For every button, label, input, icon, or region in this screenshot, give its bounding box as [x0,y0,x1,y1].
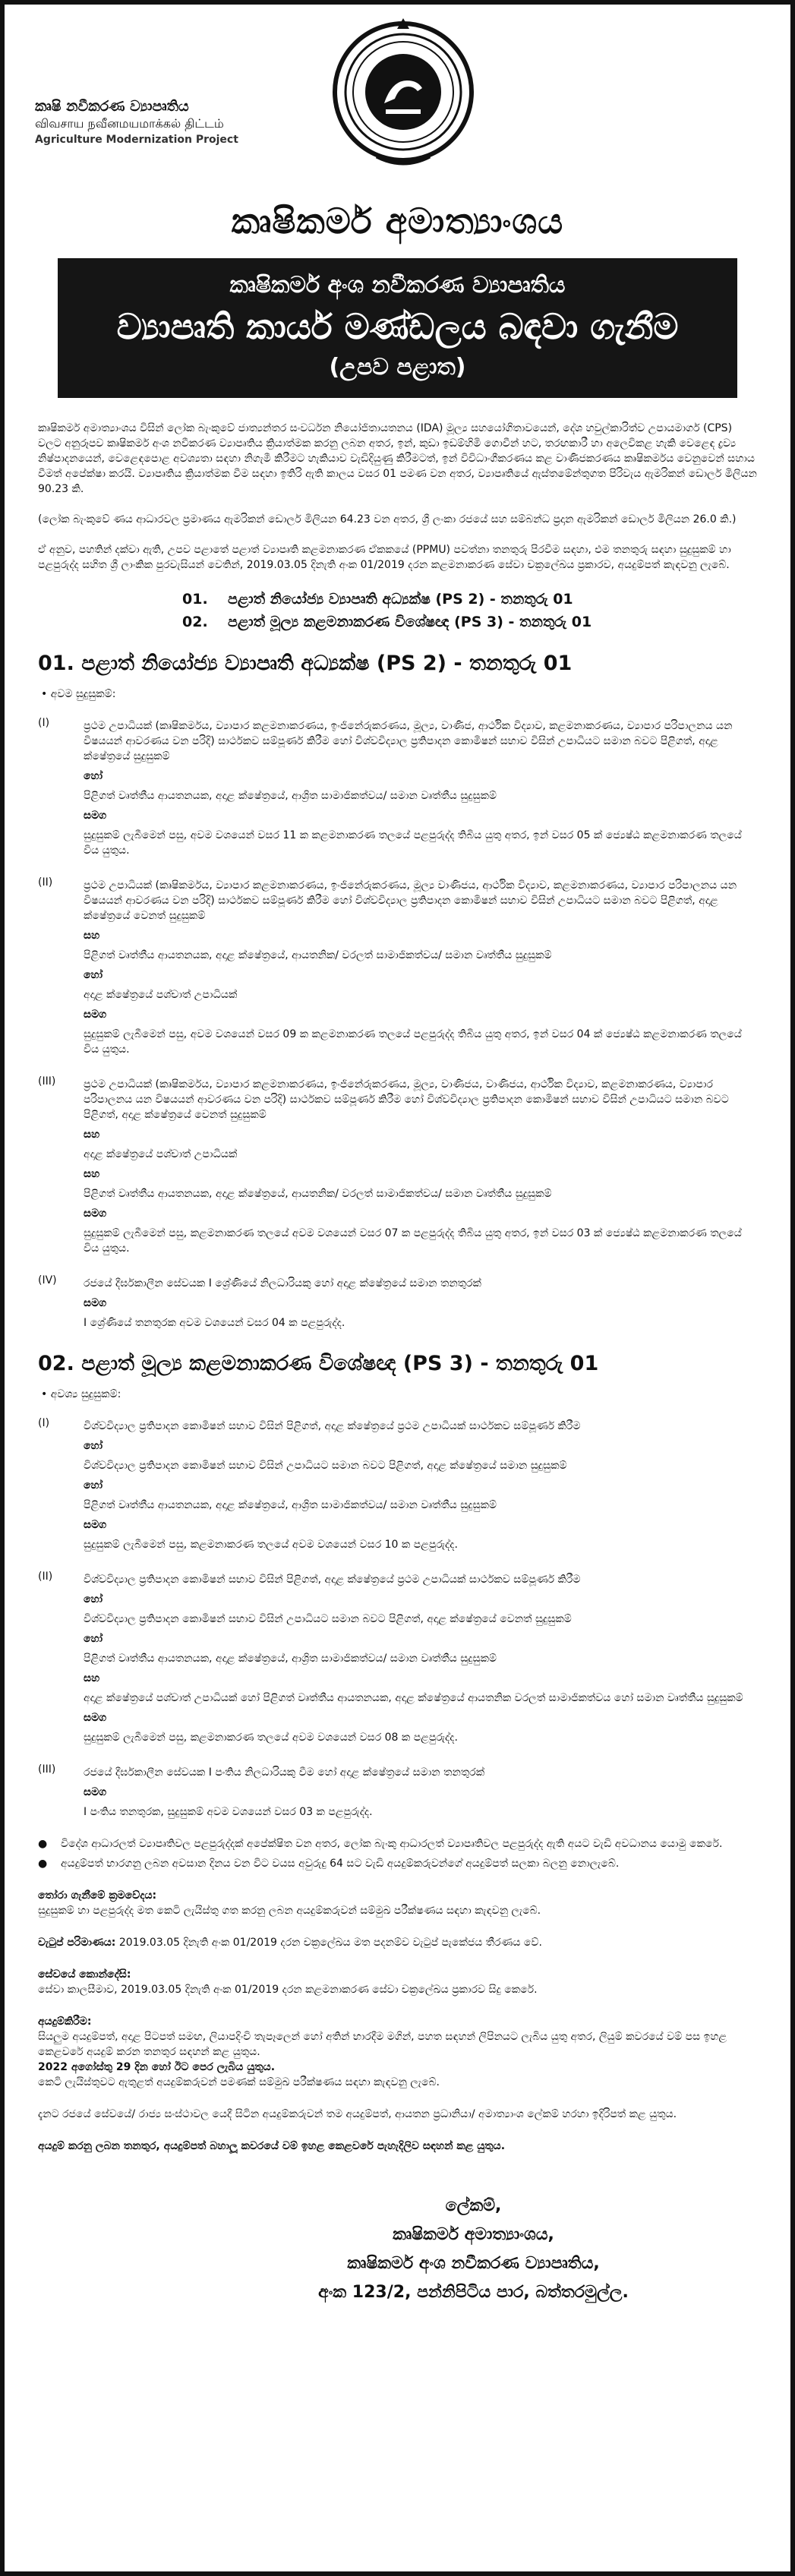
intro-paragraph-1: කෘෂිකර්ම අමාත්‍යාංශය විසින් ලෝක බැංකුවේ ජාත්‍යන්තර සංවර්ධන නියෝජිතායතනය (IDA) මූල්‍ය සහයෝගිතාවයෙන්, දේශ හවුල්කාරිත්ව උපායමාර්ග (CPS) වලට අනුරූපව කෘෂිකර්ම අංශ නවීකරණ ව්‍යාපෘතිය ක්‍රියාත්මක කරනු ලබන අතර, ඉන්, කුඩා ඉඩම්හිමි ගොවීන් හට, තරඟකාරී හා අලෙවිකළ හැකි වෙළෙඳ ද්‍රව්‍ය නිෂ්පාදනයෙන්, වෙළෙඳපොළ අවශ්‍යතා සඳහා නිගැමී කිරීමට හැකියාව වැඩිදියුණු කිරීමටත්, ඉන් විවිධාංගීකරණය කළ වාණිජකරණය කෘෂිකර්මය වෙනුවෙන් සහාය වීමත් අපේක්ෂා කරයි. ව්‍යාපෘතිය ක්‍රියාත්මක වීම සඳහා ඉතිරි ඇති කාලය වසර 01 පමණ වන අතර, ව්‍යාපෘතියේ ඇස්තමේන්තුගත පිරිවැය ඇමරිකන් ඩොලර් මිලියන 90.23 කි. [38,422,757,495]
position-item [182,611,757,633]
qualification-text: ප්‍රථම උපාධියක් (කෘෂිකර්මය, ව්‍යාපාර කළමනාකරණය, ඉංජිනේරුකරණය, මූල්‍ය, වාණිජ, ආර්ථික විද්‍යාව, කළමනාකරණය, ව්‍යාපාර පරිපාලනය යන විෂයයන් ආවරණය වන පරිදි) සාර්ථකව සම්පූර්ණ කිරීම හෝ විශ්වවිද්‍යාල ප්‍රතිපාදන කොමිෂන් සභාව විසින් උපාධියට සමාන බවට පිළිගත්, අදාළ ක්ෂේත්‍රයේ සුදුසුකම් [84,720,733,762]
project-name-english: Agriculture Modernization Project [35,134,238,146]
connector-word: හෝ [84,1633,103,1645]
connector-word: සහ [84,1129,100,1141]
qualification-text: සුදුසුකම් ලැබීමෙන් පසු, කළමනාකරණ තලයේ අවම වශයෙන් වසර 10 ක පළපුරුද්ද. [84,1539,458,1551]
project-name-sinhala: කෘෂි නවීකරණ ව්‍යාපෘතිය [35,98,189,115]
section-1-qualifications [38,715,757,1334]
connector-word: හෝ [84,1593,103,1605]
intro-paragraph-2: (ලෝක බැංකුවේ ණය ආධාරවල ප්‍රමාණය ඇමරිකන් ඩොලර් මිලියන 64.23 වන අතර, ශ්‍රී ලංකා රජයේ සහ සම්බන්ධ ප්‍රදාන ඇමරිකන් ඩොලර් මිලියන 26.0 කි.) [38,513,737,526]
qualification-body [84,1569,757,1748]
project-name-tamil: விவசாய நவீனமயமாக்கல் திட்டம் [35,116,224,131]
connector-word: සහ [84,1168,100,1180]
qualification-item [38,1416,757,1555]
national-emblem-icon [331,12,475,172]
terms-text: සේවා කාලසීමාව, 2019.03.05 දිනැති අංක 01/2019 දරන කළමනාකරණ සේවා චක්‍රලේඛය ප්‍රකාරව සිදු කෙරේ. [38,1984,538,1996]
salary-label: වැටුප් පරිමාණය: [38,1937,116,1949]
bullet-note [38,1836,757,1852]
qualification-text: පිළිගත් වෘත්තීය ආයතනයක, අදාළ ක්ෂේත්‍රයේ, ආයතනික/ වරලත් සාමාජිකත්වය/ සමාන වෘත්තීය සුදුසුකම් [84,949,552,961]
qualification-number: (II) [38,876,53,889]
qualification-text: විශ්වවිද්‍යාල ප්‍රතිපාදන කොමිෂන් සභාව විසින් උපාධියට සමාන බවට පිළිගත්, අදාළ ක්ෂේත්‍රයේ වෙනත් සුදුසුකම් [84,1613,572,1625]
banner-project: කෘෂිකර්ම අංශ නවීකරණ ව්‍යාපෘතිය [229,272,566,298]
connector-word: සමග [84,1786,107,1798]
bullet-note [38,1856,757,1871]
connector-word: සහ [84,1672,100,1684]
positions-list [182,588,757,633]
signature-line: ලේකම්, [445,2196,502,2215]
connector-word: සහ [84,930,100,942]
qualification-body [84,715,757,861]
qualification-body [84,1762,757,1823]
qualification-number: (III) [38,1763,56,1776]
qualification-body [84,1416,757,1555]
position-title: පළාත් මූල්‍ය කළමනාකරණ විශේෂඥ (PS 3) - තනතුරු 01 [228,614,592,630]
qualification-item [38,875,757,1060]
apply-block [38,2014,757,2090]
connector-word: සමග [84,1519,107,1531]
connector-word: සමග [84,810,107,822]
qualification-text: ප්‍රථම උපාධියක් (කෘෂිකර්මය, ව්‍යාපාර කළමනාකරණය, ඉංජිනේරුකරණය, මූල්‍ය, වාණිජය, වාණිජය, ආර්ථික විද්‍යාව, කළමනාකරණය, ව්‍යාපාර පරිපාලනය යන විෂයයන් ආවරණය වන පරිදි) සාර්ථකව සම්පූර්ණ කිරීම හෝ විශ්වවිද්‍යාල ප්‍රතිපාදන කොමිෂන් සභාව විසින් උපාධියට සමාන බවට පිළිගත්, අදාළ ක්ෂේත්‍රයේ වෙනත් සුදුසුකම් [84,1078,729,1121]
section-heading-1: 01. පළාත් නියෝජ්‍ය ව්‍යාපෘති අධ්‍යක්ෂ (PS 2) - තනතුරු 01 [38,652,573,675]
title-banner [58,258,737,398]
qualification-text: ප්‍රථම උපාධියක් (කෘෂිකර්මය, ව්‍යාපාර කළමනාකරණය, ඉංජිනේරුකරණය, මූල්‍ය වාණිජය, ආර්ථික විද්‍යාව, කළමනාකරණය, ව්‍යාපාර පරිපාලනය යන විෂයයන් ආවරණය වන පරිදි) සාර්ථකව සම්පූර්ණ කිරීම හෝ විශ්වවිද්‍යාල ප්‍රතිපාදන කොමිෂන් සභාව විසින් උපාධියට සමාන බවට පිළිගත්, අදාළ ක්ෂේත්‍රයේ වෙනත් සුදුසුකම් [84,879,737,922]
terms-label: සේවයේ කොන්දේසි: [38,1968,131,1981]
position-number: 02. [182,614,208,630]
qualification-item [38,715,757,861]
qualification-text: පිළිගත් වෘත්තීය ආයතනයක, අදාළ ක්ෂේත්‍රයේ, ආශ්‍රිත සාමාජිකත්වය/ සමාන වෘත්තීය සුදුසුකම් [84,1499,497,1511]
terms-block [38,1967,757,1997]
banner-recruitment: ව්‍යාපෘති කාර්ය මණ්ඩලය බඳවා ගැනීම [116,306,679,347]
qualification-number: (III) [38,1075,56,1088]
connector-word: සමග [84,1297,107,1309]
qualification-text: පිළිගත් වෘත්තීය ආයතනයක, අදාළ ක්ෂේත්‍රයේ, ආයතනික/ වරලත් සාමාජිකත්වය/ සමාන වෘත්තීය සුදුසුකම් [84,1188,552,1200]
signature-line: කෘෂිකර්ම අමාත්‍යාංශය, [393,2225,554,2244]
qualification-text: රජයේ දීර්ඝකාලීන සේවයක I පංතිය නිලධාරියකු වීම හෝ අදාළ ක්ෂේත්‍රයේ සමාන තනතුරක් [84,1766,485,1779]
position-number: 01. [182,591,208,608]
selection-label: තෝරා ගැනීමේ ක්‍රමවේදය: [38,1889,157,1902]
connector-word: හෝ [84,1479,103,1492]
qualification-item [38,1074,757,1259]
bullet-text: අයදුම්පත් භාරගනු ලබන අවසාන දිනය වන විට වයස අවුරුදු 64 සට වැඩි අයදුම්කරුවන්ගේ අයදුම්පත් සලකා බලනු නොලැබේ. [61,1858,620,1870]
apply-deadline: 2022 අගෝස්තු 29 දින හෝ ඊට පෙර ලැබිය යුතුය. [38,2061,276,2073]
section-heading-2: 02. පළාත් මූල්‍ය කළමනාකරණ විශේෂඥ (PS 3) - තනතුරු 01 [38,1352,599,1375]
qualification-body [84,875,757,1060]
section-1-bullet: • අවම සුදුසුකම්: [41,688,116,700]
bullet-text: විදේශ ආධාරලත් ව්‍යාපෘතිවල පළපුරුද්දක් අපේක්ෂිත වන අතර, ලෝක බැංකු ආධාරලත් ව්‍යාපෘතිවල පළපුරුද්ද ඇති අයට වැඩි අවධානය යොමු කෙරේ. [61,1838,723,1850]
qualification-text: සුදුසුකම් ලැබීමෙන් පසු, අවම වශයෙන් වසර 11 ක කළමනාකරණ තලයේ පළපුරුද්ද තිබිය යුතු අතර, ඉන් වසර 05 ක් ජ්‍යෙෂ්ඨ කළමනාකරණ තලයේ විය යුතුය. [84,829,742,857]
position-title: පළාත් නියෝජ්‍ය ව්‍යාපෘති අධ්‍යක්ෂ (PS 2) - තනතුරු 01 [228,591,573,608]
connector-word: හෝ [84,1440,103,1452]
header [5,5,790,194]
qualification-text: රජයේ දීර්ඝකාලීන සේවයක I ශ්‍රේණියේ නිලධාරියකු හෝ අදාළ ක්ෂේත්‍රයේ සමාන තනතුරක් [84,1277,481,1290]
project-block [35,97,278,147]
qualification-text: විශ්වවිද්‍යාල ප්‍රතිපාදන කොමිෂන් සභාව විසින් උපාධියට සමාන බවට පිළිගත්, අදාළ ක්ෂේත්‍රයේ සමාන සුදුසුකම් [84,1460,567,1472]
connector-word: සමග [84,1712,107,1724]
qualification-item [38,1762,757,1823]
bullet-dot-icon: ● [38,1838,48,1850]
connector-word: සමග [84,1009,107,1021]
connector-word: හෝ [84,969,103,981]
qualification-number: (I) [38,717,50,729]
bullet-dot-icon: ● [38,1858,48,1870]
connector-word: හෝ [84,770,103,782]
qualification-text: විශ්වවිද්‍යාල ප්‍රතිපාදන කොමිෂන් සභාව විසින් පිළිගත්, අදාළ ක්ෂේත්‍රයේ ප්‍රථම උපාධියක් සාර්ථකව සම්පූර්ණ කිරීම [84,1420,581,1432]
qualification-item [38,1273,757,1334]
qualification-number: (I) [38,1417,50,1429]
salary-block [38,1935,757,1950]
qualification-text: සුදුසුකම් ලැබීමෙන් පසු, අවම වශයෙන් වසර 09 ක කළමනාකරණ තලයේ පළපුරුද්ද තිබිය යුතු අතර, ඉන් වසර 04 ක් ජ්‍යෙෂ්ඨ කළමනාකරණ තලයේ විය යුතුය. [84,1028,742,1056]
qualification-text: සුදුසුකම් ලැබීමෙන් පසු, කළමනාකරණ තලයේ අවම වශයෙන් වසර 07 ක පළපුරුද්ද තිබිය යුතු අතර, ඉන් වසර 03 ක් ජ්‍යෙෂ්ඨ කළමනාකරණ තලයේ විය යුතුය. [84,1227,742,1255]
qualification-number: (II) [38,1571,53,1583]
qualification-body [84,1074,757,1259]
government-applicants-note: දැනට රජයේ සේවයේ/ රාජ්‍ය සංස්ථාවල යෙදී සිටින අයදුම්කරුවන් තම අයදුම්පත්, ආයතන ප්‍රධානියා/ අමාත්‍යාංශ ලේකම් හරහා ඉදිරිපත් කළ යුතුය. [38,2108,677,2120]
qualification-text: අදාළ ක්ෂේත්‍රයේ පශ්චාත් උපාධියක් හෝ පිළිගත් වෘත්තීය ආයතනයක, අදාළ ක්ෂේත්‍රයේ ආයතනික වරලත් සාමාජිකත්වය හෝ සමාන වෘත්තීය සුදුසුකම් [84,1692,743,1704]
qualification-text: පිළිගත් වෘත්තීය ආයතනයක, අදාළ ක්ෂේත්‍රයේ, ආශ්‍රිත සාමාජිකත්වය/ සමාන වෘත්තීය සුදුසුකම් [84,790,497,802]
qualification-text: අදාළ ක්ෂේත්‍රයේ පශ්චාත් උපාධියක් [84,1148,238,1160]
salary-text: 2019.03.05 දිනැති අංක 01/2019 දරන චක්‍රලේඛය මත පදනම්ව වැටුප් පැකේජය තීරණය වේ. [118,1937,542,1949]
qualification-text: විශ්වවිද්‍යාල ප්‍රතිපාදන කොමිෂන් සභාව විසින් පිළිගත්, අදාළ ක්ෂේත්‍රයේ ප්‍රථම උපාධියක් සාර්ථකව සම්පූර්ණ කිරීම [84,1574,581,1586]
ministry-title: කෘෂිකර්ම අමාත්‍යාංශය [231,200,564,242]
apply-label: අයදුම්කිරීම: [38,2016,92,2028]
apply-note: කෙටි ලැයිස්තුවට ඇතුළත් අයදුම්කරුවන් පමණක් සම්මුඛ පරීක්ෂණය සඳහා කැඳවනු ලැබේ. [38,2076,440,2088]
qualification-text: අදාළ ක්ෂේත්‍රයේ පශ්චාත් උපාධියක් [84,989,238,1001]
selection-text: සුදුසුකම් හා පළපුරුද්ද මත කෙටි ලැයිස්තු ගත කරනු ලබන අයදුම්කරුවන් සම්මුඛ පරීක්ෂණය සඳහා කැඳවනු ලැබේ. [38,1905,541,1917]
qualification-number: (IV) [38,1274,57,1286]
apply-text: සියලුම අයදුම්පත්, අදාළ පිටපත් සමඟ, ලියාපදිංචි තැපෑලෙන් හෝ අතින් භාරදීම මගින්, පහත සඳහන් ලිපිනයට ලැබිය යුතු අතර, ලියුම් කවරයේ වම් පස ඉහළ කෙළවරේ අයදුම් කරන තනතුර සඳහන් කළ යුතුය. [38,2031,727,2058]
qualification-text: I පංතිය තනතුරක, සුදුසුකම් අවම වශයෙන් වසර 03 ක පළපුරුද්ද. [84,1806,373,1818]
qualification-body [84,1273,757,1334]
body-content [5,398,790,2307]
signature-line: කෘෂිකර්ම අංශ නවීකරණ ව්‍යාපෘතිය, [347,2254,600,2273]
qualification-text: සුදුසුකම් ලැබීමෙන් පසු, කළමනාකරණ තලයේ අවම වශයෙන් වසර 08 ක පළපුරුද්ද. [84,1732,458,1744]
selection-block [38,1888,757,1918]
intro-paragraph-3: ඒ අනුව, පහතින් දක්වා ඇති, උපව පළාතේ පළාත් ව්‍යාපෘති කළමනාකරණ ඒකකයේ (PPMU) පවත්නා තනතුරු පිරවීම සඳහා, එම තනතුරු සඳහා සුදුසුකම් හා පළපුරුද්ද සහිත ශ්‍රී ලාංකික පුරවැසියන් වෙතින්, 2019.03.05 දිනැති අංක 01/2019 දරන කළමනාකරණ සේවා චක්‍රලේඛය ප්‍රකාරව, අයදුම්පත් කැඳවනු ලැබේ. [38,544,731,571]
section-2-bullet: • අවශ්‍ය සුදුසුකම්: [41,1388,121,1400]
signature-line: අංක 123/2, පන්නිපිටිය පාර, බත්තරමුල්ල. [318,2283,629,2302]
signature-block [190,2192,757,2307]
qualification-text: I ශ්‍රේණියේ තනතුරක අවම වශයෙන් වසර 04 ක පළපුරුද්ද. [84,1317,345,1329]
qualification-item [38,1569,757,1748]
position-item [182,588,757,611]
connector-word: සමග [84,1208,107,1220]
section-2-qualifications [38,1416,757,1823]
banner-province: (උපව පළාත) [329,354,466,380]
qualification-text: පිළිගත් වෘත්තීය ආයතනයක, අදාළ ක්ෂේත්‍රයේ, ආශ්‍රිත සාමාජිකත්වය/ සමාන වෘත්තීය සුදුසුකම් [84,1653,497,1665]
final-note: අයදුම් කරනු ලබන තනතුර, අයදුම්පත් බහාලූ කවරයේ වම් ඉහළ කෙළවරේ පැහැදිලිව සඳහන් කළ යුතුය. [38,2140,506,2152]
